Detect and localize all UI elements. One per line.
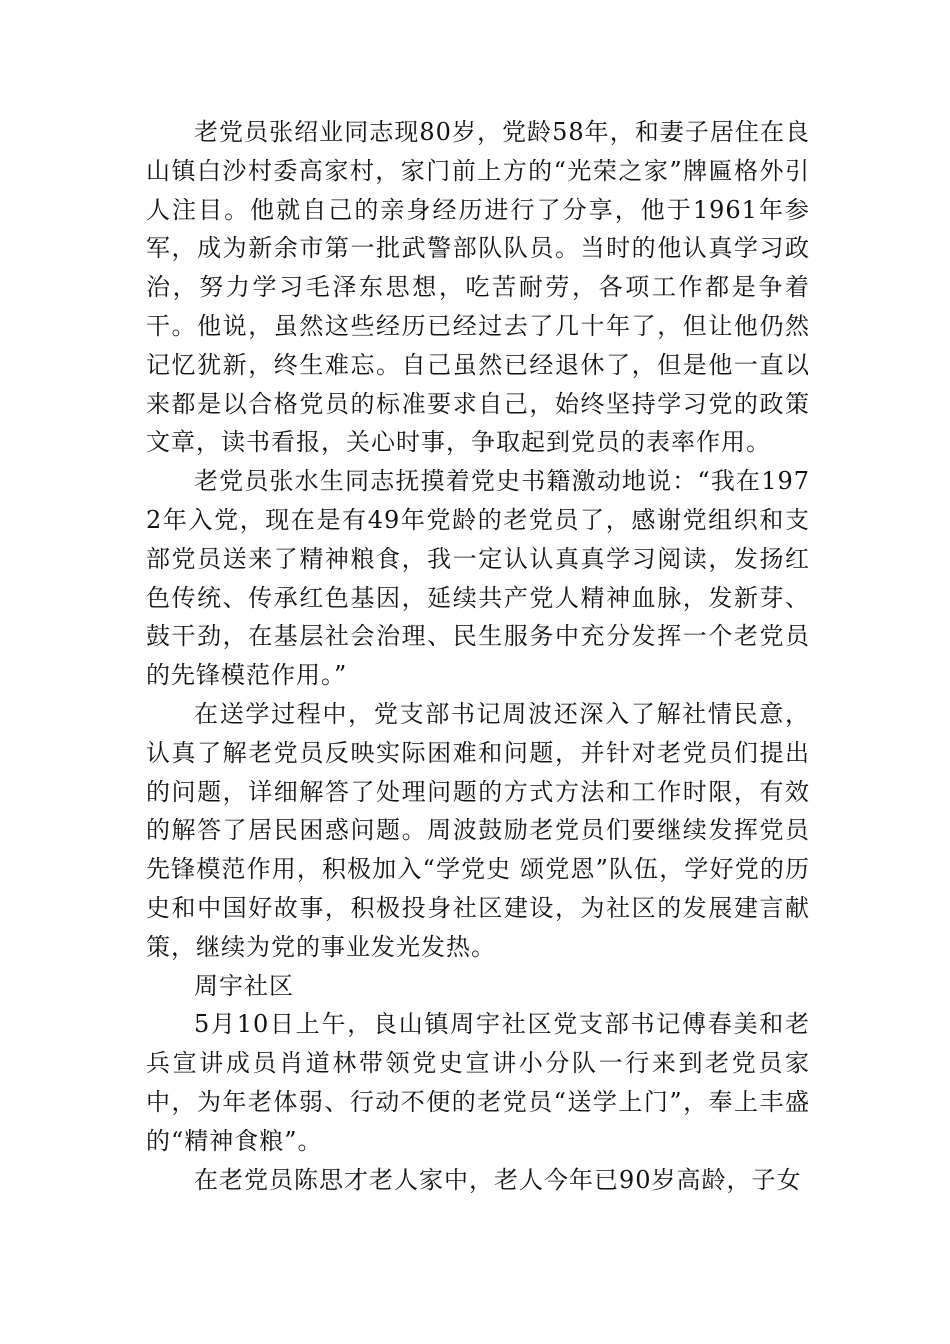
- paragraph-may-10: 5月10日上午，良山镇周宇社区党支部书记傅春美和老兵宣讲成员肖道林带领党史宣讲小分队一行来到老党员家中，为年老体弱、行动不便的老党员“送学上门”，奉上丰盛的“精神食粮”。: [146, 1010, 810, 1155]
- section-heading-zhouyu-community: 周宇社区: [194, 971, 294, 1000]
- paragraph-zhang-shuisheng: 老党员张水生同志抚摸着党史书籍激动地说：“我在1972年入党，现在是有49年党龄的老党员了，感谢党组织和支部党员送来了精神粮食，我一定认认真真学习阅读，发扬红色传统、传承红色基因，延续共产党人精神血脉，发新芽、鼓干劲，在基层社会治理、民生服务中充分发挥一个老党员的先锋模范作用。”: [146, 467, 810, 690]
- paragraph-zhang-shaoye: 老党员张绍业同志现80岁，党龄58年，和妻子居住在良山镇白沙村委高家村，家门前上方的“光荣之家”牌匾格外引人注目。他就自己的亲身经历进行了分享，他于1961年参军，成为新余市第一批武警部队队员。当时的他认真学习政治，努力学习毛泽东思想，吃苦耐劳，各项工作都是争着干。他说，虽然这些经历已经过去了几十年了，但让他仍然记忆犹新，终生难忘。自己虽然已经退休了，但是他一直以来都是以合格党员的标准要求自己，始终坚持学习党的政策文章，读书看报，关心时事，争取起到党员的表率作用。: [146, 118, 810, 457]
- paragraph-zhou-bo: 在送学过程中，党支部书记周波还深入了解社情民意，认真了解老党员反映实际困难和问题，并针对老党员们提出的问题，详细解答了处理问题的方式方法和工作时限，有效的解答了居民困惑问题。周波鼓励老党员们要继续发挥党员先锋模范作用，积极加入“学党史 颂党恩”队伍，学好党的历史和中国好故事，积极投身社区建设，为社区的发展建言献策，继续为党的事业发光发热。: [146, 699, 810, 961]
- paragraph-chen-sicai: 在老党员陈思才老人家中，老人今年已90岁高龄，子女: [194, 1165, 802, 1194]
- document-body: [146, 113, 810, 1199]
